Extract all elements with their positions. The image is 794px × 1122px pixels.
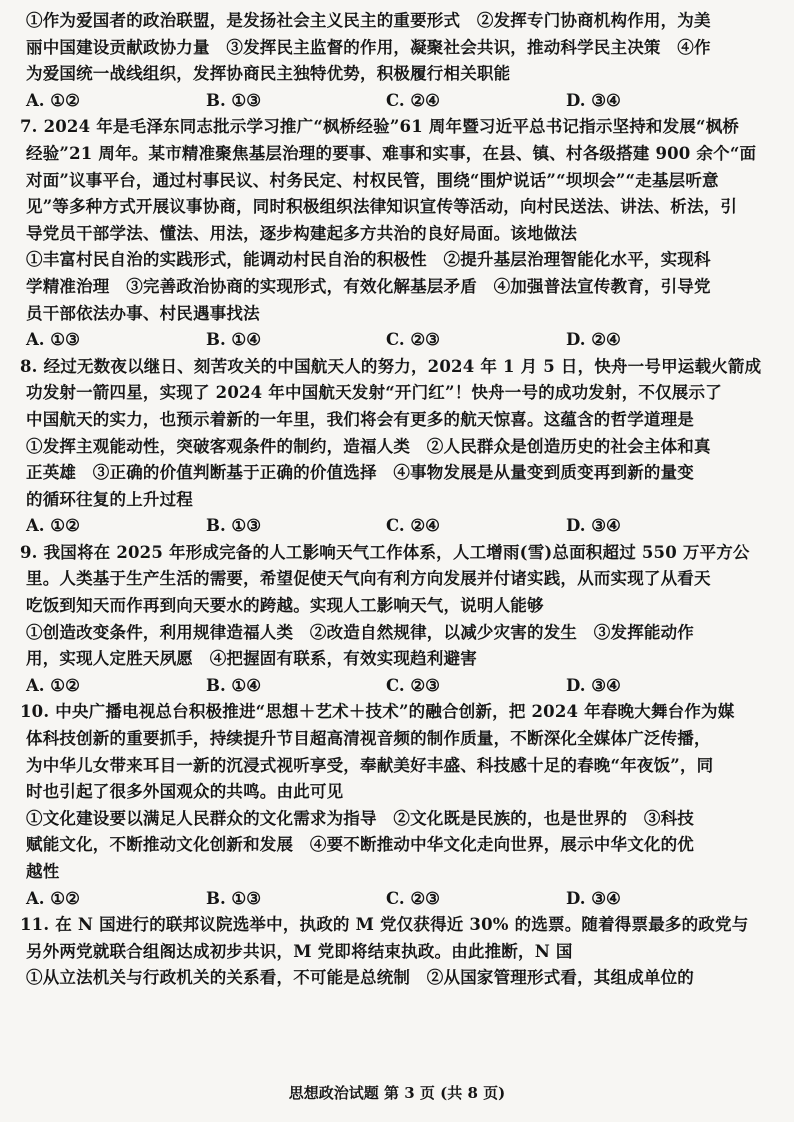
question-text-line: ①发挥主观能动性，突破客观条件的制约，造福人类 ②人民群众是创造历史的社会主体和真: [26, 436, 711, 456]
option-b: B. ①③: [206, 90, 262, 110]
question-9: [20, 540, 774, 700]
question-text-line: 吃饭到知天而作再到向天要水的跨越。实现人工影响天气，说明人能够: [26, 596, 544, 616]
question-text-line: ①文化建设要以满足人民群众的文化需求为指导 ②文化既是民族的，也是世界的 ③科技: [26, 808, 694, 828]
option-d: D. ③④: [566, 888, 621, 908]
question-8: [20, 354, 774, 540]
question-text-line: 8. 经过无数夜以继日、刻苦攻关的中国航天人的努力，2024 年 1 月 5 日，快舟一号甲运载火箭成: [20, 356, 762, 376]
question-text-line: 赋能文化，不断推动文化创新和发展 ④要不断推动中华文化走向世界，展示中华文化的优: [26, 835, 694, 855]
question-text-line: 11. 在 N 国进行的联邦议院选举中，执政的 M 党仅获得近 30% 的选票。随着得票最多的政党与: [20, 915, 749, 935]
question-text-line: 学精准治理 ③完善政治协商的实现形式，有效化解基层矛盾 ④加强普法宣传教育，引导党: [26, 276, 711, 296]
question-text-line: ①创造改变条件，利用规律造福人类 ②改造自然规律，以减少灾害的发生 ③发挥能动作: [26, 622, 694, 642]
question-text-line: 时也引起了很多外国观众的共鸣。由此可见: [26, 782, 344, 802]
question-text-line: 的循环往复的上升过程: [26, 489, 193, 509]
page-footer: 思想政治试题 第 3 页 (共 8 页): [288, 1084, 506, 1102]
question-text-line: 另外两党就联合组阁达成初步共识，M 党即将结束执政。由此推断，N 国: [26, 941, 573, 961]
option-a: A. ①②: [26, 90, 80, 110]
answer-options: [20, 673, 774, 700]
option-b: B. ①③: [206, 888, 262, 908]
option-c: C. ②④: [386, 516, 440, 536]
question-text-line: 越性: [26, 862, 60, 881]
question-text-line: 为爱国统一战线组织，发挥协商民主独特优势，积极履行相关职能: [26, 64, 511, 84]
question-7: [20, 114, 774, 353]
question-text-line: 为中华儿女带来耳目一新的沉浸式视听享受，奉献美好丰盛、科技感十足的春晚“年夜饭”，同: [26, 755, 714, 775]
question-text-line: 7. 2024 年是毛泽东同志批示学习推广“枫桥经验”61 周年暨习近平总书记指示坚持和发展“枫桥: [20, 117, 740, 137]
option-d: D. ③④: [566, 90, 621, 110]
question-text-line: 9. 我国将在 2025 年形成完备的人工影响天气工作体系，人工增雨(雪)总面积超过 550 万平方公: [20, 542, 750, 562]
option-b: B. ①④: [206, 675, 262, 695]
option-c: C. ②③: [386, 675, 440, 695]
question-text-line: 里。人类基于生产生活的需要，希望促使天气向有利方向发展并付诸实践，从而实现了从看天: [26, 569, 711, 589]
question-text-line: 用，实现人定胜天夙愿 ④把握固有联系，有效实现趋利避害: [26, 649, 477, 669]
question-text-line: 导党员干部学法、懂法、用法，逐步构建起多方共治的良好局面。该地做法: [26, 223, 578, 243]
answer-options: [20, 88, 774, 115]
answer-options: [20, 886, 774, 913]
option-c: C. ②③: [386, 330, 440, 350]
question-text-line: ①作为爱国者的政治联盟，是发扬社会主义民主的重要形式 ②发挥专门协商机构作用，为美: [26, 11, 711, 30]
question-text-line: 正英雄 ③正确的价值判断基于正确的价值选择 ④事物发展是从量变到质变再到新的量变: [26, 463, 694, 483]
question-text-line: 经验”21 周年。某市精准聚焦基层治理的要事、难事和实事，在县、镇、村各级搭建 900 余个“面: [26, 143, 757, 163]
question-text-line: ①丰富村民自治的实践形式，能调动村民自治的积极性 ②提升基层治理智能化水平，实现科: [26, 250, 711, 270]
question-text-line: 丽中国建设贡献政协力量 ③发挥民主监督的作用，凝聚社会共识，推动科学民主决策 ④作: [26, 37, 711, 57]
option-d: D. ②④: [566, 330, 621, 350]
option-c: C. ②③: [386, 888, 440, 908]
question-text-line: 10. 中央广播电视总台积极推进“思想＋艺术＋技术”的融合创新，把 2024 年春晚大舞台作为媒: [20, 702, 735, 722]
option-a: A. ①②: [26, 888, 80, 908]
option-a: A. ①③: [26, 330, 80, 350]
option-b: B. ①③: [206, 516, 262, 536]
question-text-line: 功发射一箭四星，实现了 2024 年中国航天发射“开门红”！快舟一号的成功发射，不仅展示了: [26, 383, 722, 403]
option-b: B. ①④: [206, 330, 262, 350]
question-text-line: 对面”议事平台，通过村事民议、村务民定、村权民管，围绕“围炉说话”“坝坝会”“走基层听意: [26, 170, 719, 190]
option-a: A. ①②: [26, 675, 80, 695]
question-text-line: 员干部依法办事、村民遇事找法: [26, 303, 260, 323]
question-10: [20, 699, 774, 912]
question-text-line: 中国航天的实力，也预示着新的一年里，我们将会有更多的航天惊喜。这蕴含的哲学道理是: [26, 409, 694, 429]
answer-options: [20, 327, 774, 354]
question-11: [20, 912, 774, 992]
question-text-line: 体科技创新的重要抓手，持续提升节目超高清视音频的制作质量，不断深化全媒体广泛传播，: [26, 729, 711, 749]
answer-options: [20, 513, 774, 540]
option-a: A. ①②: [26, 516, 80, 536]
option-d: D. ③④: [566, 516, 621, 536]
question-text-line: 见”等多种方式开展议事协商，同时积极组织法律知识宣传等活动，向村民送法、讲法、析法，引: [26, 197, 738, 217]
question-6: [20, 8, 774, 114]
question-text-line: ①从立法机关与行政机关的关系看，不可能是总统制 ②从国家管理形式看，其组成单位的: [26, 968, 694, 988]
option-d: D. ③④: [566, 675, 621, 695]
option-c: C. ②④: [386, 90, 440, 110]
